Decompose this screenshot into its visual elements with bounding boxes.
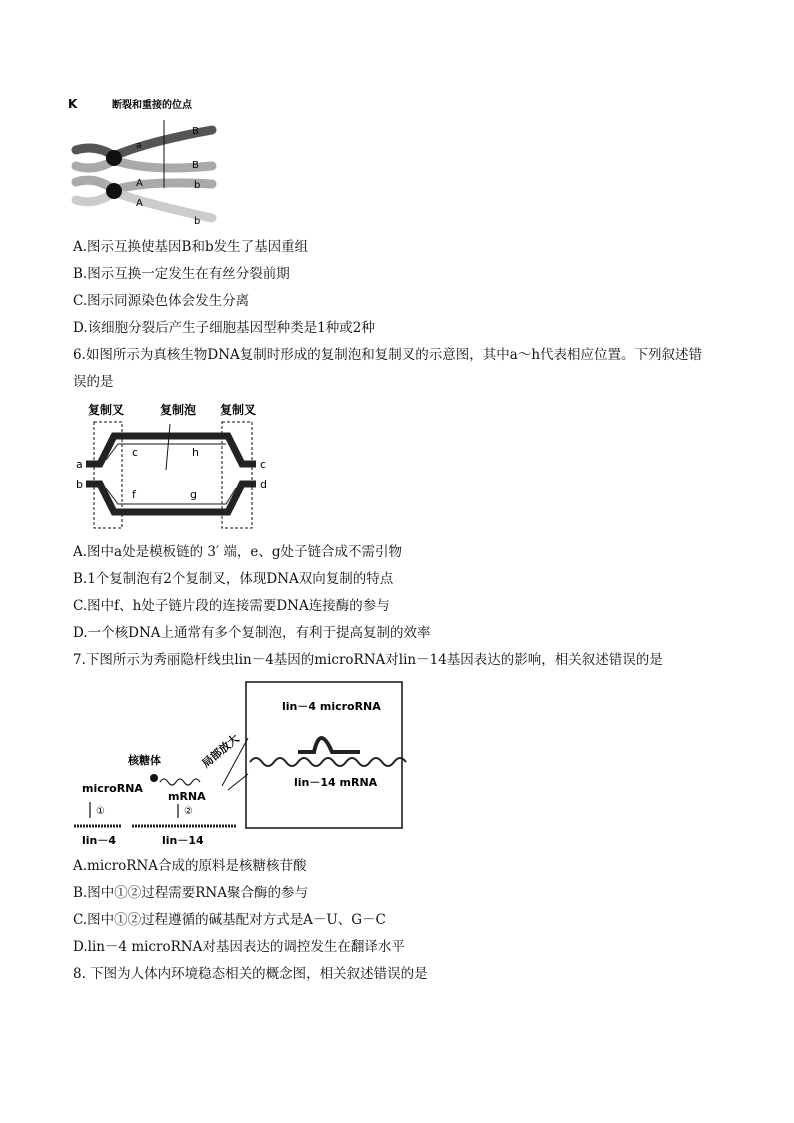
microrna-label: microRNA	[82, 782, 143, 795]
label-b: b	[76, 478, 83, 491]
label-a: a	[76, 458, 83, 471]
ribosome-dot	[150, 774, 158, 782]
circle-2: ②	[184, 806, 193, 817]
gene-label: b	[194, 216, 201, 227]
microrna-hairpin	[298, 738, 360, 752]
q6-option-d: D.一个核DNA上通常有多个复制泡，有利于提高复制的效率	[73, 625, 431, 641]
q6-option-a: A.图中a处是模板链的 3′ 端，e、g处子链合成不需引物	[73, 544, 402, 560]
q7-option-b: B.图中①②过程需要RNA聚合酶的参与	[73, 885, 308, 901]
bubble-label: 复制泡	[160, 403, 197, 417]
microrna-diagram	[70, 678, 410, 848]
q5-option-b: B.图示互换一定发生在有丝分裂前期	[73, 266, 290, 282]
enlarge-line-2	[228, 774, 248, 790]
fork-left-label: 复制叉	[88, 403, 125, 417]
q6-stem-line-1: 6.如图所示为真核生物DNA复制时形成的复制泡和复制叉的示意图，其中a～h代表相应位置。下列叙述错	[73, 347, 703, 363]
q6-option-c: C.图中f、h处子链片段的连接需要DNA连接酶的参与	[73, 598, 390, 614]
replication-diagram	[70, 400, 280, 532]
q7-option-d: D.lin－4 microRNA对基因表达的调控发生在翻译水平	[73, 939, 405, 955]
bottom-strand	[86, 484, 256, 512]
circle-1: ①	[96, 806, 105, 817]
gene-label: a	[136, 141, 142, 151]
mrna-strand	[160, 779, 200, 785]
daughter-strand-bottom	[106, 488, 236, 504]
q7-option-c: C.图中①②过程遵循的碱基配对方式是A－U、G－C	[73, 912, 386, 928]
q5-option-d: D.该细胞分裂后产生子细胞基因型种类是1种或2种	[73, 320, 375, 336]
box-bottom-label: lin－14 mRNA	[294, 776, 378, 789]
mrna-strand-enlarged	[250, 758, 406, 766]
gene-label: b	[194, 180, 201, 191]
top-strand	[86, 436, 256, 464]
label-c: c	[132, 446, 139, 459]
bubble-pointer	[166, 424, 170, 470]
chromatid-3	[76, 180, 212, 190]
chromosome-crossover-figure	[66, 92, 226, 232]
mrna-label: mRNA	[168, 790, 206, 803]
label-d: d	[260, 478, 267, 491]
fork-right-label: 复制叉	[220, 403, 257, 417]
q5-option-c: C.图示同源染色体会发生分离	[73, 293, 250, 309]
lin14-label: lin－14	[162, 834, 204, 847]
enlarge-label: 局部放大	[199, 732, 242, 771]
chromatid-4	[76, 192, 212, 218]
box-top-label: lin－4 microRNA	[282, 700, 381, 713]
gene-label: B	[192, 126, 199, 137]
label-c-right: c	[260, 458, 267, 471]
q7-option-a: A.microRNA合成的原料是核糖核苷酸	[73, 858, 307, 874]
q6-option-b: B.1个复制泡有2个复制叉，体现DNA双向复制的特点	[73, 571, 394, 587]
label-f: f	[132, 488, 136, 501]
q6-stem-line-2: 误的是	[73, 374, 114, 390]
q5-option-a: A.图示互换使基因B和b发生了基因重组	[73, 239, 309, 255]
partial-char: K	[68, 97, 78, 111]
centromere-1	[106, 150, 122, 166]
chromosome-diagram	[66, 92, 226, 232]
centromere-2	[106, 183, 122, 199]
daughter-strand-top	[106, 444, 226, 460]
gene-label: A	[136, 178, 143, 189]
gene-label: A	[136, 198, 143, 209]
q7-stem: 7.下图所示为秀丽隐杆线虫lin－4基因的microRNA对lin－14基因表达的影响，相关叙述错误的是	[73, 652, 663, 668]
q8-stem: 8. 下图为人体内环境稳态相关的概念图，相关叙述错误的是	[73, 966, 428, 982]
replication-bubble-figure	[70, 400, 280, 532]
microrna-figure	[70, 678, 410, 848]
crossover-site-label: 断裂和重接的位点	[112, 100, 192, 111]
label-g: g	[190, 488, 197, 501]
gene-label: B	[192, 160, 199, 171]
label-h: h	[192, 446, 199, 459]
ribosome-label: 核糖体	[128, 754, 161, 767]
lin4-label: lin－4	[82, 834, 117, 847]
